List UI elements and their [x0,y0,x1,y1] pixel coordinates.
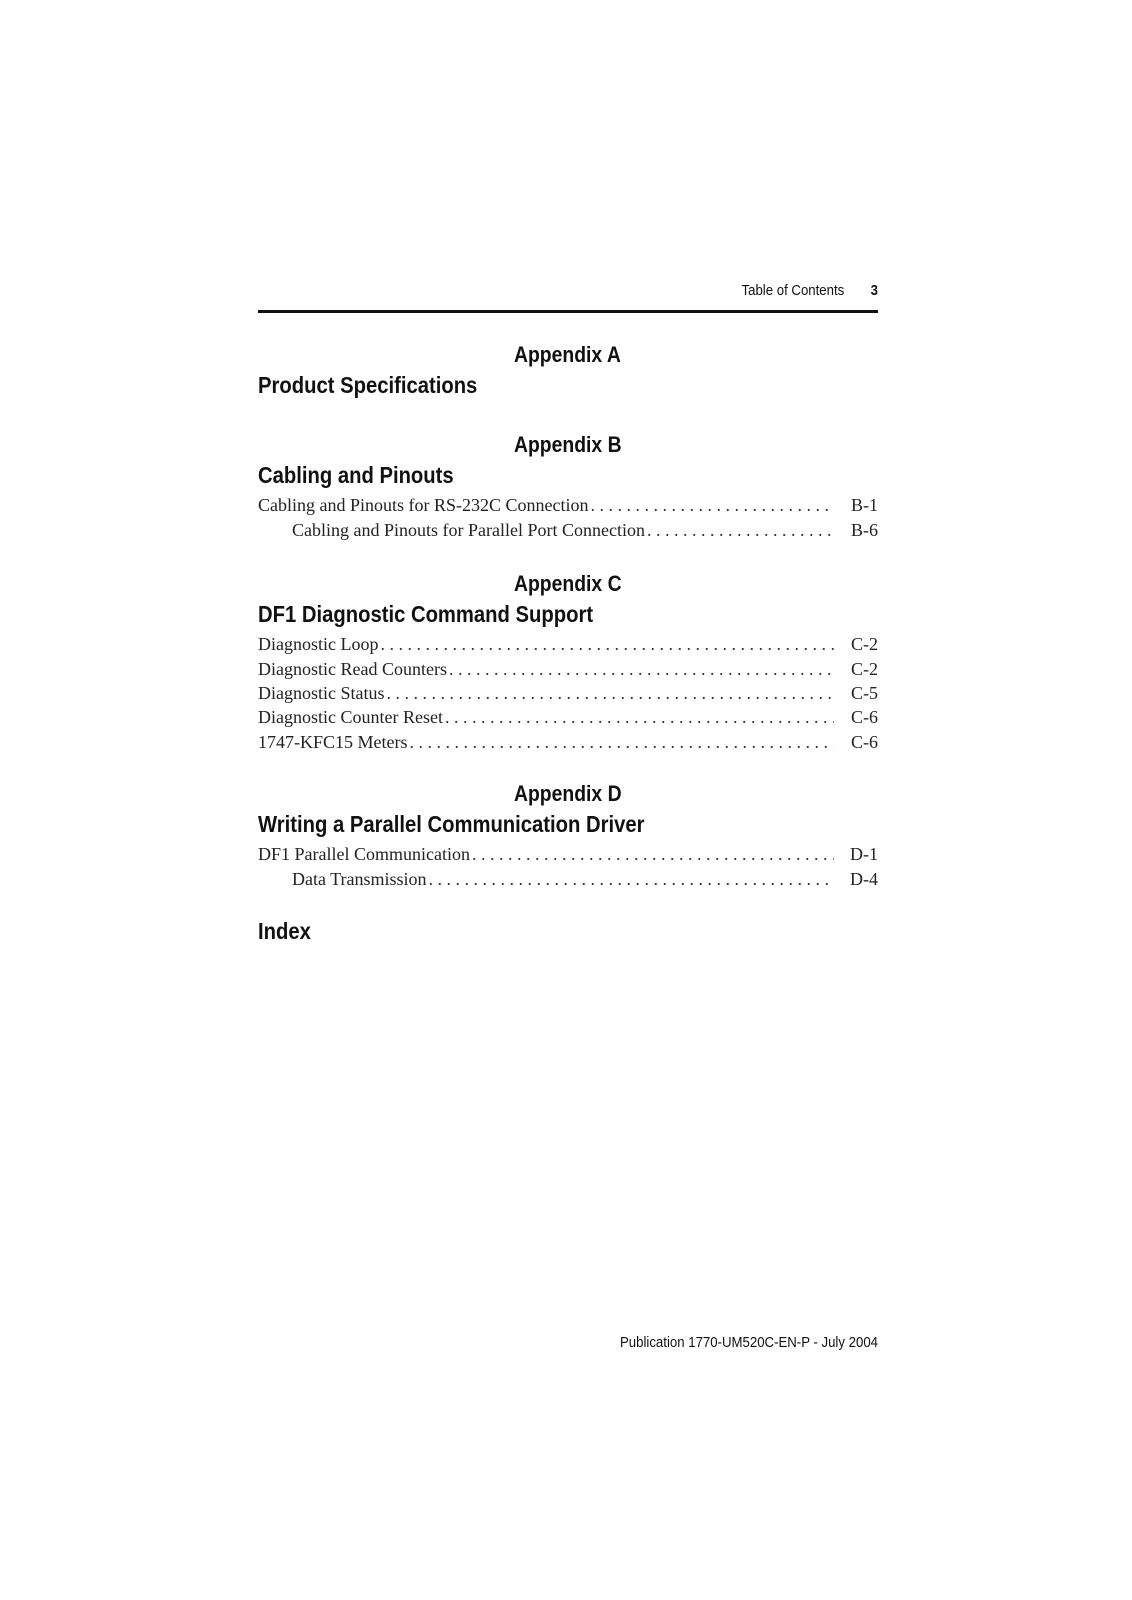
toc-entry[interactable] [258,707,878,728]
appendix-c-label: Appendix C [514,571,622,596]
appendix-b-title: Cabling and Pinouts [258,462,454,488]
toc-entry-label: DF1 Parallel Communication [258,844,470,864]
appendix-a-label: Appendix A [514,342,621,367]
dot-leader [591,495,835,516]
header-rule [258,310,878,313]
appendix-d-label: Appendix D [514,781,622,806]
toc-entry-label: Diagnostic Status [258,683,385,703]
dot-leader [647,520,834,541]
toc-entry-label: 1747-KFC15 Meters [258,732,408,752]
appendix-b-label: Appendix B [514,432,622,457]
toc-entry-page: D-4 [850,869,878,889]
publication-footer: Publication 1770-UM520C-EN-P - July 2004 [619,1334,878,1351]
running-header [332,282,878,306]
appendix-d-title: Writing a Parallel Communication Driver [258,811,645,837]
toc-entry[interactable] [292,520,878,541]
toc-entry-label: Data Transmission [292,869,427,889]
toc-entry[interactable] [258,683,878,704]
toc-entry-page: C-2 [851,634,878,654]
toc-entry-label: Diagnostic Read Counters [258,659,447,679]
toc-entry-page: C-2 [851,659,878,679]
toc-entry[interactable] [258,495,878,516]
toc-entry[interactable] [258,659,878,680]
dot-leader [380,634,834,655]
toc-entry-label: Cabling and Pinouts for Parallel Port Connection [292,520,645,540]
toc-entry-page: B-1 [851,495,878,515]
appendix-c-title: DF1 Diagnostic Command Support [258,601,594,627]
header-title: Table of Contents [741,282,845,299]
toc-entry[interactable] [258,732,878,753]
toc-entry-page: C-6 [851,707,878,727]
dot-leader [387,683,835,704]
dot-leader [429,869,834,890]
toc-entry-page: B-6 [851,520,878,540]
appendix-a-title: Product Specifications [258,372,478,398]
header-page-number: 3 [870,282,878,299]
toc-entry-page: D-1 [850,844,878,864]
toc-entry-page: C-6 [851,732,878,752]
dot-leader [472,844,834,865]
toc-entry-label: Diagnostic Counter Reset [258,707,443,727]
toc-entry[interactable] [258,844,878,865]
toc-entry[interactable] [258,634,878,655]
toc-entry-label: Diagnostic Loop [258,634,379,654]
dot-leader [410,732,835,753]
toc-entry[interactable] [292,869,878,890]
dot-leader [445,707,834,728]
index-title[interactable]: Index [258,918,311,944]
toc-entry-label: Cabling and Pinouts for RS-232C Connection [258,495,589,515]
toc-entry-page: C-5 [851,683,878,703]
dot-leader [449,659,834,680]
